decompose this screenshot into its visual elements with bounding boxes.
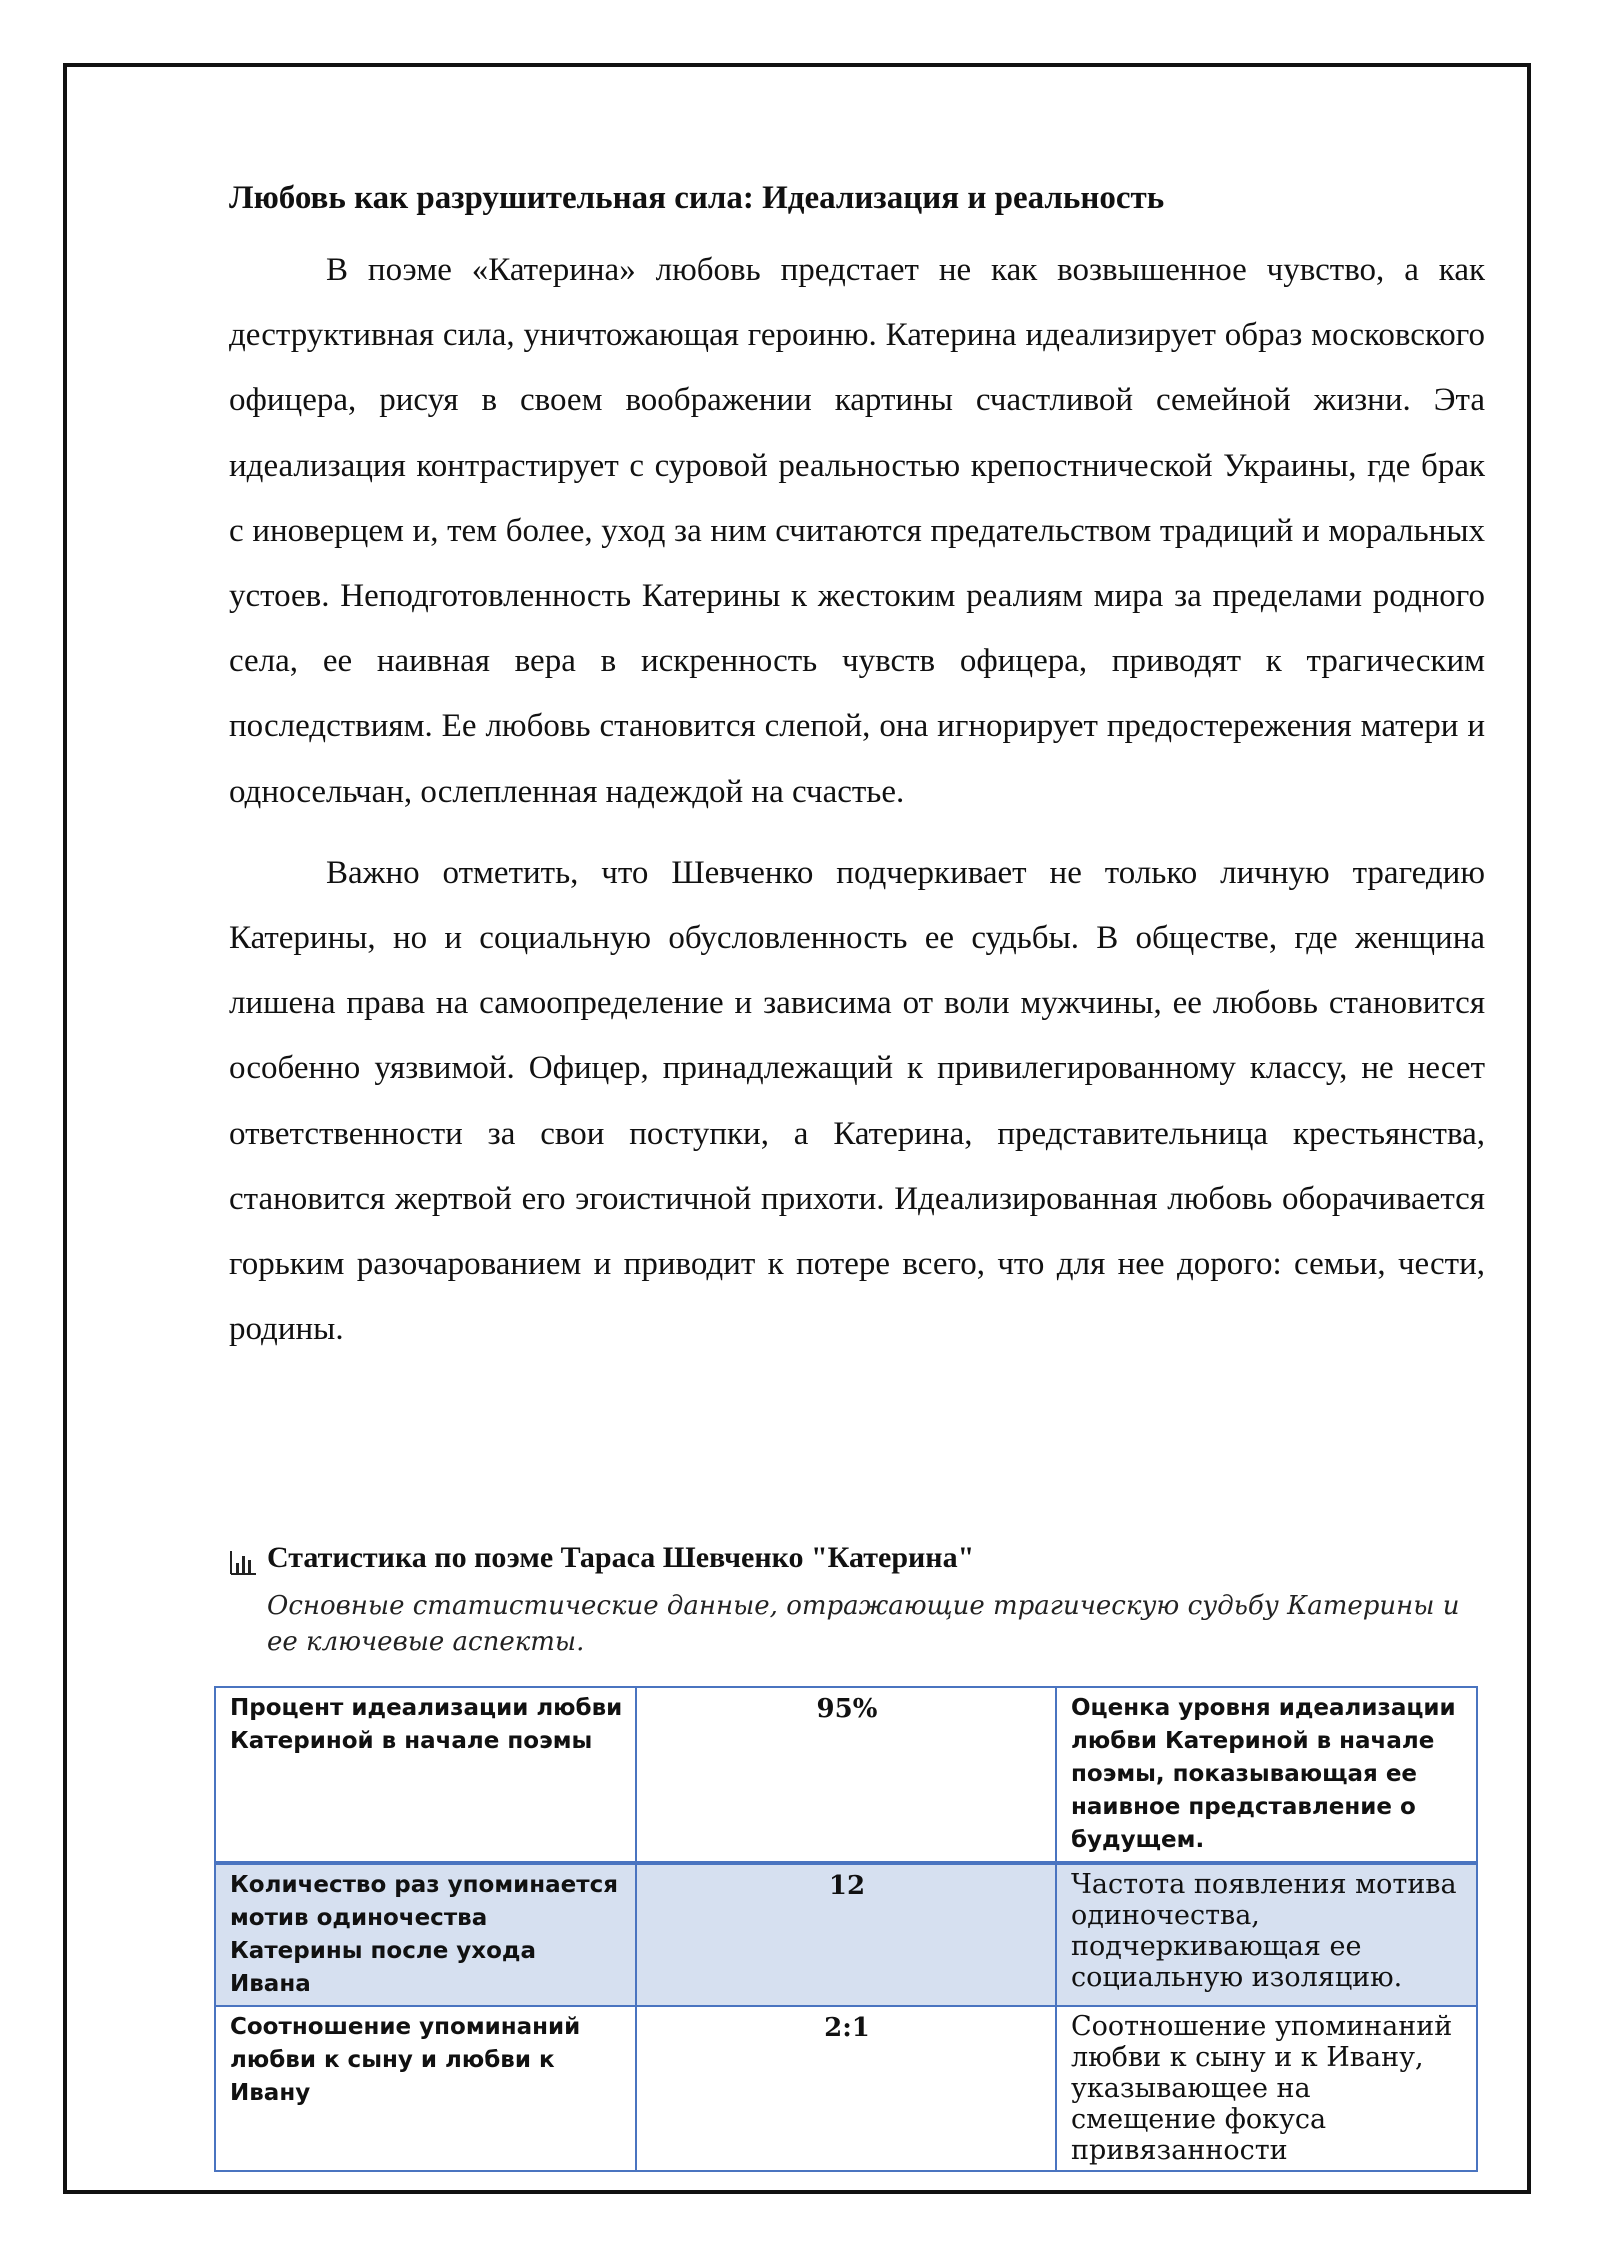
- table-cell-label: [215, 2006, 636, 2171]
- paragraph-2: Важно отметить, что Шевченко подчеркивает не только личную трагедию Катерины, но и социальную обусловленность ее судьбы. В обществе, где женщина лишена права на самоопределение и зависима от воли мужчины, ее любовь становится особенно уязвимой. Офицер, принадлежащий к привилегированному классу, не несет ответственности за свои поступки, а Катерина, представительница крестьянства, становится жертвой его эгоистичной прихоти. Идеализированная любовь оборачивается горьким разочарованием и приводит к потере всего, что для нее дорого: семьи, чести, родины.: [229, 854, 1485, 1348]
- table-cell-label: [215, 1687, 636, 1863]
- paragraph-1: В поэме «Катерина» любовь предстает не как возвышенное чувство, а как деструктивная сила, уничтожающая героиню. Катерина идеализирует образ московского офицера, рисуя в своем воображении картины счастливой семейной жизни. Эта идеализация контрастирует с суровой реальностью крепостнической Украины, где брак с иноверцем и, тем более, уход за ним считаются предательством традиций и моральных устоев. Неподготовленность Катерины к жестоким реалиям мира за пределами родного села, ее наивная вера в искренность чувств офицера, приводят к трагическим последствиям. Ее любовь становится слепой, она игнорирует предостережения матери и односельчан, ослепленная надеждой на счастье.: [229, 252, 1485, 810]
- row-label: Соотношение упоминаний любви к сыну и любви к Ивану: [230, 2014, 581, 2106]
- table-cell-value: [636, 1687, 1056, 1863]
- document-body: [229, 170, 1485, 1378]
- table-cell-label: [215, 1863, 636, 2006]
- stats-subtitle: Основные статистические данные, отражающие трагическую судьбу Катерины и ее ключевые аспекты.: [267, 1591, 1460, 1657]
- row-value: 2:1: [824, 2013, 870, 2043]
- row-description: Оценка уровня идеализации любви Катериной в начале поэмы, показывающая ее наивное представление о будущем.: [1071, 1695, 1456, 1853]
- row-description: Частота появления мотива одиночества, подчеркивающая ее социальную изоляцию.: [1071, 1869, 1457, 1993]
- table-cell-value: [636, 2006, 1056, 2171]
- table-row: [215, 1863, 1477, 2006]
- table-row: [215, 1687, 1477, 1863]
- table-cell-description: [1056, 2006, 1477, 2171]
- table-cell-value: [636, 1863, 1056, 2006]
- row-value: 95%: [816, 1694, 878, 1724]
- table-cell-description: [1056, 1687, 1477, 1863]
- stats-title: Статистика по поэме Тараса Шевченко "Катерина": [267, 1541, 975, 1574]
- stats-table: [214, 1686, 1478, 2172]
- row-description: Соотношение упоминаний любви к сыну и к Ивану, указывающее на смещение фокуса привязанности: [1071, 2011, 1453, 2166]
- section-title: Любовь как разрушительная сила: Идеализация и реальность: [229, 180, 1165, 216]
- bar-chart-icon: [229, 1545, 257, 1571]
- table-row: [215, 2006, 1477, 2171]
- stats-heading: [229, 1536, 1485, 1580]
- row-value: 12: [828, 1871, 866, 1901]
- row-label: Процент идеализации любви Катериной в начале поэмы: [230, 1695, 623, 1754]
- row-label: Количество раз упоминается мотив одиночества Катерины после ухода Ивана: [230, 1872, 618, 1997]
- stats-block: [229, 1536, 1485, 1660]
- table-cell-description: [1056, 1863, 1477, 2006]
